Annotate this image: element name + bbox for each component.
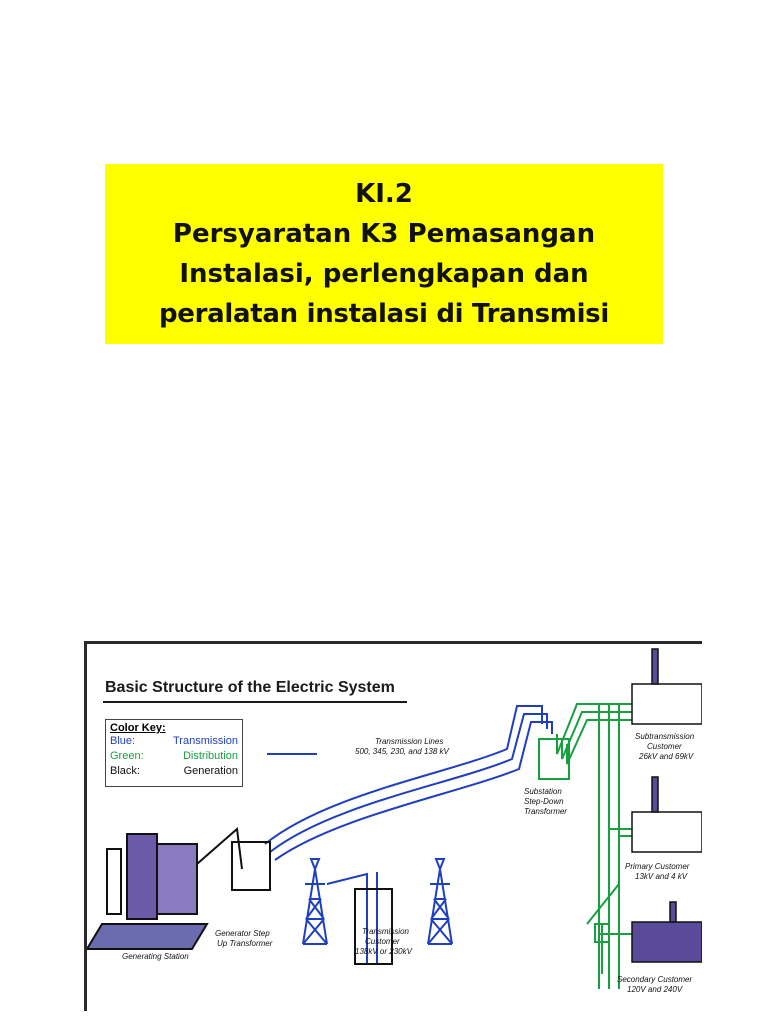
label-substation-3: Transformer	[524, 807, 567, 816]
label-subtrans-2: Customer	[647, 742, 682, 751]
generating-building	[127, 834, 157, 919]
color-key-green-name: Green:	[110, 750, 144, 762]
transmission-tower-1	[303, 859, 327, 944]
primary-chimney	[652, 777, 658, 812]
label-trans-cust-1: Transmission	[362, 927, 409, 936]
subtrans-chimney	[652, 649, 658, 684]
color-key-green-meaning: Distribution	[182, 750, 238, 762]
substation-transformer	[539, 739, 569, 779]
slide-title-line-4: peralatan instalasi di Transmisi	[159, 299, 609, 329]
diagram-title: Basic Structure of the Electric System	[105, 679, 395, 696]
label-trans-cust-3: 138kV or 230kV	[355, 947, 412, 956]
transmission-wire-2	[270, 714, 547, 852]
label-primary-1: Primary Customer	[625, 862, 690, 871]
subtransmission-customer-building	[632, 684, 702, 724]
label-primary-2: 13kV and 4 kV	[635, 872, 688, 881]
color-key-black-name: Black:	[110, 765, 140, 777]
generating-building-2	[157, 844, 197, 914]
color-key	[105, 719, 243, 787]
label-gen-step-2: Up Transformer	[217, 939, 273, 948]
distribution-pole-transformer	[587, 884, 619, 974]
color-key-blue-name: Blue:	[110, 735, 136, 747]
label-transmission-lines-1: Transmission Lines	[375, 737, 444, 746]
slide-title-box	[105, 164, 663, 344]
secondary-customer-house	[632, 922, 702, 962]
distribution-lines	[539, 704, 632, 989]
color-key-row-blue	[110, 734, 238, 749]
color-key-black-meaning: Generation	[183, 765, 238, 777]
label-secondary-1: Secondary Customer	[617, 975, 693, 984]
label-gen-step-1: Generator Step	[215, 929, 270, 938]
diagram-title-underline	[103, 701, 407, 703]
label-secondary-2: 120V and 240V	[627, 985, 683, 994]
generator-step-up-transformer	[232, 842, 270, 890]
label-trans-cust-2: Customer	[365, 937, 400, 946]
slide-title-line-1: KI.2	[355, 179, 413, 209]
primary-customer-building	[632, 812, 702, 852]
color-key-blue-meaning: Transmission	[173, 735, 238, 747]
generating-base	[87, 924, 207, 949]
label-transmission-lines-2: 500, 345, 230, and 138 kV	[355, 747, 449, 756]
color-key-heading: Color Key:	[110, 722, 166, 734]
customer-buildings	[632, 649, 702, 962]
gen-feed-lines	[197, 829, 242, 869]
slide-title-line-2: Persyaratan K3 Pemasangan	[172, 219, 596, 249]
slide-title-line-3: Instalasi, perlengkapan dan	[179, 259, 589, 289]
diagram-canvas	[87, 644, 702, 1011]
transmission-tower-2	[428, 859, 452, 944]
stack	[107, 849, 121, 914]
primary-customer-feed	[609, 829, 632, 836]
label-subtrans-3: 26kV and 69kV	[639, 752, 694, 761]
electric-system-diagram	[84, 641, 702, 1011]
label-substation-2: Step-Down	[524, 797, 564, 806]
label-substation-1: Substation	[524, 787, 562, 796]
label-generating-station: Generating Station	[122, 952, 189, 961]
secondary-chimney	[670, 902, 676, 922]
label-subtrans-1: Subtransmission	[635, 732, 695, 741]
color-key-row-black	[110, 764, 238, 779]
color-key-row-green	[110, 749, 238, 764]
